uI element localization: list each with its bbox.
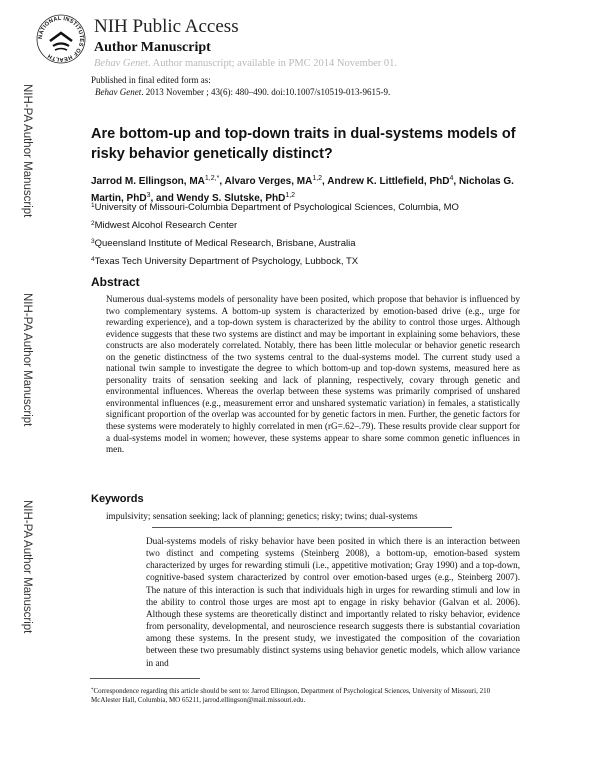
affiliation: $^3$Queensland Institute of Medical Research, Brisbane, Australia [91,238,356,249]
section-divider [152,527,452,528]
abstract-heading: Abstract [91,275,140,289]
keywords-heading: Keywords [91,493,144,505]
keywords-text: impulsivity; sensation seeking; lack of planning; genetics; risky; twins; dual-systems [106,511,418,521]
header-subtitle: Author Manuscript [94,40,211,55]
svg-text:NATIONAL INSTITUTES OF HEALTH: NATIONAL INSTITUTES OF HEALTH [37,15,85,63]
author: Andrew K. Littlefield, PhD$^4$, [327,175,459,187]
abstract-text: Numerous dual-systems models of personality have been posited, which propose that behavior is influenced by two complementary systems. A bottom-up system is characterized by emotion-based drive (e.g., urge for rewarding experience), and a top-down system is characterized by the ability to control those urges. Although evidence suggests that these two systems are distinct and may be important in explaining some behaviors, these constructs are also moderately correlated. Notably, there has been little molecular or behavior genetic research on the genetic distinctness of the two systems central to the dual-systems model. The current study used a national twin sample to investigate the degree to which bottom-up and top-down systems, measured here as personality traits of sensation seeking and lack of planning, respectively, covary through genetic and environmental influences. Whereas the overlap between these systems was primarily comprised of unshared environmental influences (e.g., measurement error and unshared systematic variation) in females, a statistically significant proportion of the overlap was accounted for by genetic factors in men. Further, the genetic factors for these systems were moderately to highly correlated in men (rG=.62–.79). These results provide clear support for a dual-systems model in women; however, these systems appear to share some common genetic influences in men. [106,294,520,455]
author: Nicholas G. Martin, PhD$^3$, and [91,176,514,204]
article-title: Are bottom-up and top-down traits in dual-systems models of risky behavior genetically distinct? [91,126,516,162]
footnote-text: Correspondence regarding this article should be sent to: Jarrod Ellingson, Department of Psychological Sciences, University of Missouri, 210 McAlester Hall, Columbia, MO 65211, jarrod.ellingson@mail.missouri.edu. [91,687,491,704]
published-note: Published in final edited form as: [91,75,211,85]
nih-logo [36,14,86,64]
side-label-3: NIH-PA Author Manuscript [21,500,33,634]
footnote-divider [90,678,200,679]
author: Wendy S. Slutske, PhD$^{1,2}$ [176,191,296,204]
footnote-mark: * [91,688,94,693]
affiliation: $^1$University of Missouri-Columbia Department of Psychological Sciences, Columbia, MO [91,202,459,213]
side-label-2: NIH-PA Author Manuscript [21,293,33,427]
availability-line [94,57,397,70]
citation-journal: Behav Genet [95,87,142,97]
availability-journal: Behav Genet [94,58,148,69]
nih-hhs-seal-icon [36,14,86,64]
citation-line [95,87,390,98]
affiliation: $^4$Texas Tech University Department of Psychology, Lubbock, TX [91,256,359,267]
availability-text: . Author manuscript; available in PMC 2014 November 01. [147,58,397,69]
side-label-1: NIH-PA Author Manuscript [21,84,33,218]
affiliation: $^2$Midwest Alcohol Research Center [91,220,238,231]
header-title: NIH Public Access [94,16,239,37]
citation-text: . 2013 November ; 43(6): 480–490. doi:10.1007/s10519-013-9615-9. [141,87,391,97]
footnote [91,686,521,705]
author: Jarrod M. Ellingson, $MA^{1,2,*}$, [91,175,225,187]
body-paragraph: Dual-systems models of risky behavior have been posited in which there is an interaction between two distinct and competing systems (Steinberg 2008), a bottom-up, emotion-based system characterized by urges for rewarding stimuli (i.e., appetitive motivation; Gray 1990) and a top-down, cognitive-based system characterized by control over emotion-based urges (e.g., Steinberg 2007). The nature of this interaction is such that individuals high in urges for rewarding stimuli and low in the ability to control those urges are most apt to engage in risky behavior (Galvan et al. 2006). Although these systems are theoretically distinct and importantly related to risky behavior, evidence from personality, developmental, and neuroscience research suggests there is substantial covariation among these systems. In the present study, we investigated the composition of the covariation between these two presumably distinct systems using behavior genetic models, which allow variance in and [146,536,520,668]
author: Alvaro Verges, MA$^{1,2}$, [224,175,328,187]
